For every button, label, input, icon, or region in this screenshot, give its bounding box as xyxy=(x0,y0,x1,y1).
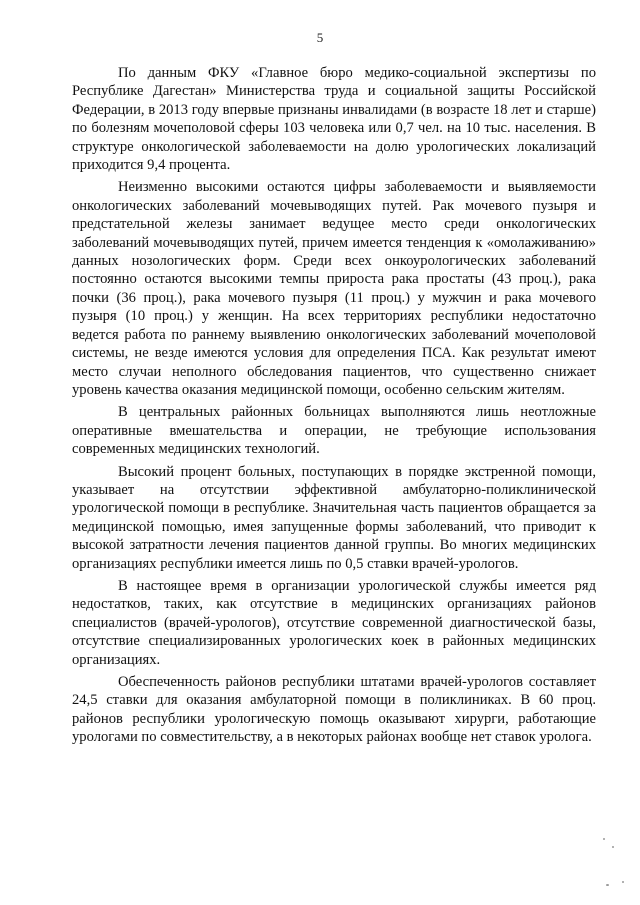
document-body xyxy=(72,64,596,751)
page-number: 5 xyxy=(316,30,324,45)
scan-artifact xyxy=(603,838,605,840)
scan-artifact xyxy=(622,881,624,883)
paragraph-disability-stats: По данным ФКУ «Главное бюро медико-социальной экспертизы по Республике Дагестан» Министерства труда и социальной защиты Российской Федерации, в 2013 году впервые признаны инвалидами (в возрасте 18 лет и старше) по болезням мочеполовой сферы 103 человека или 0,7 чел. на 10 тыс. населения. В структуре онкологической заболеваемости на долю урологических локализаций приходится 9,4 процента. xyxy=(72,65,596,174)
scan-artifact xyxy=(612,846,614,848)
scan-artifact xyxy=(606,884,609,886)
paragraph-emergency-patients: Высокий процент больных, поступающих в порядке экстренной помощи, указывает на отсутствии эффективной амбулаторно-поликлинической урологической помощи в республике. Значительная часть пациентов обращается за медицинской помощью, имея запущенные формы заболеваний, что приводит к высокой затратности лечения пациентов данной группы. Во многих медицинских организациях республики имеется лишь по 0,5 ставки врачей-урологов. xyxy=(72,463,596,572)
paragraph-urologist-staffing: Обеспеченность районов республики штатами врачей-урологов составляет 24,5 ставки для оказания амбулаторной помощи в поликлиниках. В 60 проц. районов республики урологическую помощь оказывают хирурги, работающие урологами по совместительству, а в некоторых районах вообще нет ставок уролога. xyxy=(72,674,596,746)
paragraph-service-shortcomings: В настоящее время в организации урологической службы имеется ряд недостатков, таких, как отсутствие в медицинских организациях районов специалистов (врачей-урологов), отсутствие современной диагностической базы, отсутствие специализированных урологических коек в районных медицинских организациях. xyxy=(72,577,596,668)
paragraph-district-hospitals: В центральных районных больницах выполняются лишь неотложные оперативные вмешательства и операции, не требующие использования современных медицинских технологий. xyxy=(72,404,596,458)
paragraph-oncology-incidence: Неизменно высокими остаются цифры заболеваемости и выявляемости онкологических заболеваний мочевыводящих путей. Рак мочевого пузыря и предстательной железы занимает ведущее место среди онкологических заболеваний мочевыводящих путей, причем имеется тенденция к «омолаживанию» данных нозологических форм. Среди всех онкоурологических заболеваний постоянно остаются высокими темпы прироста рака простаты (43 проц.), рака почки (36 проц.), рака мочевого пузыря (11 проц.) у мужчин и рака мочевого пузыря (10 проц.) у женщин. На всех территориях республики недостаточно ведется работа по раннему выявлению онкологических заболеваний мочеполовой системы, не везде имеются условия для определения ПСА. Как результат имеют место случаи неполного обследования пациентов, что существенно снижает уровень качества оказания медицинской помощи, особенно сельским жителям. xyxy=(72,179,596,398)
